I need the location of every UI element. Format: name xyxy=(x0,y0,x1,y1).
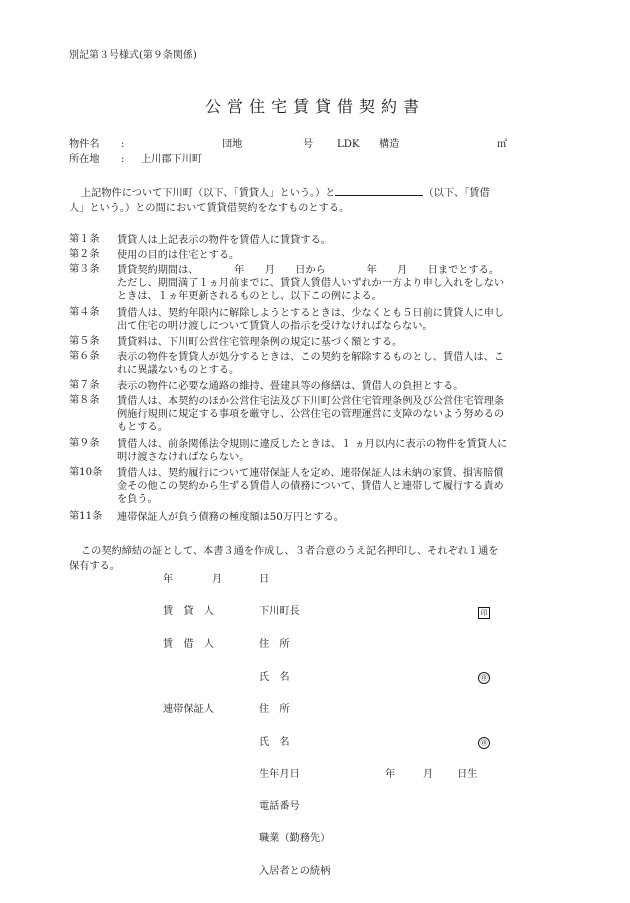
phone-label: 電話番号 xyxy=(259,801,300,812)
form-label: 別記第３号様式(第９条関係) xyxy=(69,50,197,61)
article-line: 金その他この契約から生ずる賃借人の債務について、賃借人と連帯して履行する責め xyxy=(117,481,504,493)
article-line: 表示の物件を賃貸人が処分するときは、この契約を解除するものとし、賃借人は、こ xyxy=(117,352,505,363)
guarantor-label: 連帯保証人 xyxy=(163,704,214,715)
article-line: ただし、期間満了１ヵ月前までに、賃貸人賃借人いずれか一方より申し入れをしない xyxy=(117,278,505,290)
article-number: 第10条 xyxy=(69,467,103,478)
birth-month-label: 月 xyxy=(423,769,434,780)
intro-line-1-a: 上記物件について下川町（以下、「賃貸人」という。）と xyxy=(81,188,336,199)
article-line: を負う。 xyxy=(117,494,158,506)
article-line: 出て住宅の明け渡しについて賃貸人の指示を受けなければならない。 xyxy=(117,321,433,333)
closing-line-2: 保有する。 xyxy=(69,561,120,572)
article-line: 表示の物件に必要な通路の維持、畳建具等の修繕は、賃借人の負担とする。 xyxy=(117,381,464,392)
article-line: 明け渡さなければならない。 xyxy=(117,452,250,464)
article-line: 例施行規則に規定する事項を厳守し、公営住宅の管理運営に支障のないよう努めるの xyxy=(117,409,505,421)
article-number: 第８条 xyxy=(69,395,100,406)
location-label: 所在地 xyxy=(69,154,100,165)
article-body xyxy=(117,511,563,524)
article-line: 賃借人は、前条関係法令規則に違反したときは、１ ヵ月以内に表示の物件を賃貸人に xyxy=(117,439,508,450)
article-body xyxy=(117,467,563,507)
lessee-label: 賃 借 人 xyxy=(163,639,214,650)
lessee-seal: ㊞ xyxy=(478,672,490,684)
lessee-name-blank xyxy=(335,185,423,196)
location-value: 上川郡下川町 xyxy=(141,154,203,165)
article-body xyxy=(117,395,563,435)
guarantor-name-label: 氏 名 xyxy=(259,737,290,748)
article-body xyxy=(117,351,563,377)
article-line: 賃貸料は、下川町公営住宅管理条例の規定に基づく額とする。 xyxy=(117,337,403,348)
birth-year-label: 年 xyxy=(385,769,396,780)
article-number: 第９条 xyxy=(69,438,100,449)
article-line: 賃貸人は上記表示の物件を賃借人に賃貸する。 xyxy=(117,235,331,246)
property-name-label: 物件名 xyxy=(69,139,100,150)
article-line: 連帯保証人が負う債務の極度額は50万円とする。 xyxy=(117,512,344,523)
birth-day-label: 日生 xyxy=(457,769,478,780)
structure-label: 構造 xyxy=(379,139,400,150)
occupation-label: 職業（勤務先） xyxy=(259,833,331,844)
intro-paragraph xyxy=(69,185,563,216)
closing-paragraph xyxy=(69,544,563,574)
article-line: もとする。 xyxy=(117,422,168,434)
property-name-colon: : xyxy=(121,139,125,150)
property-name-row xyxy=(69,139,569,153)
ldk-label: LDK xyxy=(337,139,360,150)
guarantor-address-label: 住 所 xyxy=(259,704,290,715)
lessor-label: 賃 貸 人 xyxy=(163,606,214,617)
article-number: 第２条 xyxy=(69,249,100,260)
location-row xyxy=(69,154,569,168)
lessee-address-label: 住 所 xyxy=(259,639,290,650)
date-month-label: 月 xyxy=(212,574,223,585)
lessor-name: 下川町長 xyxy=(259,606,300,617)
unit-number-label: 号 xyxy=(303,139,314,150)
article-body xyxy=(117,307,563,333)
location-colon: : xyxy=(121,154,125,165)
intro-line-1 xyxy=(69,185,563,201)
article-line: 賃借人は、本契約のほか公営住宅法及び下川町公営住宅管理条例及び公営住宅管理条 xyxy=(117,396,505,407)
article-number: 第３条 xyxy=(69,264,100,275)
date-day-label: 日 xyxy=(259,574,270,585)
article-body xyxy=(117,264,563,304)
article-body xyxy=(117,249,563,262)
article-line: 使用の目的は住宅とする。 xyxy=(117,250,240,261)
article-number: 第７条 xyxy=(69,380,100,391)
intro-line-1-b: （以下、「賃借 xyxy=(423,188,490,199)
guarantor-seal: ㊞ xyxy=(478,737,490,749)
document-title: 公営住宅賃貸借契約書 xyxy=(204,97,425,116)
article-body xyxy=(117,234,563,247)
article-line: れに異議ないものとする。 xyxy=(117,365,240,377)
article-line: 賃貸契約期間は、 年 月 日から 年 月 日までとする。 xyxy=(117,265,500,276)
article-number: 第６条 xyxy=(69,351,100,362)
article-number: 第11条 xyxy=(69,511,103,522)
article-number: 第４条 xyxy=(69,307,100,318)
birthdate-label: 生年月日 xyxy=(259,769,300,780)
lessor-official-seal: 印 xyxy=(478,607,490,619)
lessee-name-label: 氏 名 xyxy=(259,672,290,683)
article-body xyxy=(117,380,563,393)
closing-line-1: この契約締結の証として、本書３通を作成し、３者合意のうえ記名押印し、それぞれ１通を xyxy=(81,546,499,557)
article-line: 賃借人は、契約履行について連帯保証人を定め、連帯保証人は未納の家賃、損害賠償 xyxy=(117,468,504,479)
danchi-label: 団地 xyxy=(222,139,243,150)
area-unit-label: ㎡ xyxy=(497,139,508,150)
intro-line-2: 人」という。）との間において賃貸借契約をなすものとする。 xyxy=(69,203,350,214)
relation-label: 入居者との続柄 xyxy=(259,866,331,877)
article-number: 第１条 xyxy=(69,234,100,245)
article-line: ときは、１ヵ年更新されるものとし、以下この例による。 xyxy=(117,291,382,303)
article-line: 賃借人は、契約年限内に解除しようとするときは、少なくとも５日前に賃貸人に申し xyxy=(117,308,505,319)
article-body xyxy=(117,438,563,464)
article-body xyxy=(117,336,563,349)
article-number: 第５条 xyxy=(69,336,100,347)
date-year-label: 年 xyxy=(163,574,174,585)
